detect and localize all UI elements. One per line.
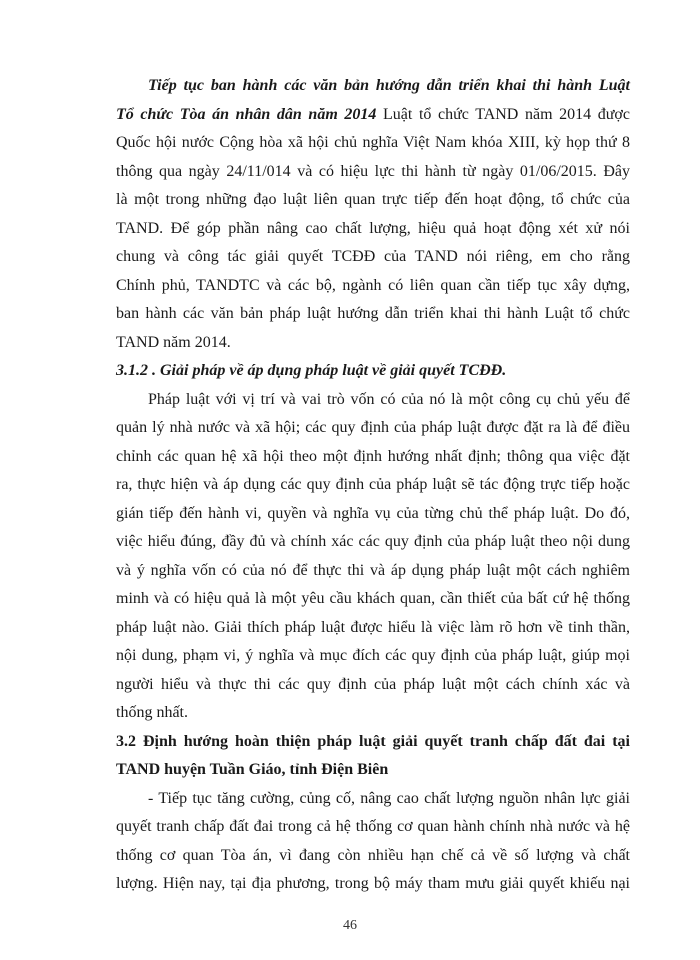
para3-line-3: thống cơ quan Tòa án, vì đang còn nhiều hạn chế cả về số lượng và chất xyxy=(116,846,630,864)
para2-line-2: quản lý nhà nước và xã hội; các quy định của pháp luật được đặt ra là để điều xyxy=(116,419,630,436)
para1-line-5: là một trong những đạo luật liên quan trực tiếp đến hoạt động, tổ chức của xyxy=(116,191,630,208)
para1-line-6: TAND. Để góp phần nâng cao chất lượng, hiệu quả hoạt động xét xử nói xyxy=(116,219,630,237)
para1-line-1 xyxy=(116,72,630,101)
page-number: 46 xyxy=(343,918,357,933)
para1-line-9: ban hành các văn bản pháp luật hướng dẫn triển khai thi hành Luật tổ chức xyxy=(116,305,630,322)
heading-3-1-2: 3.1.2 . Giải pháp về áp dụng pháp luật về giải quyết TCĐĐ. xyxy=(116,362,507,379)
para2-line-6: việc hiểu đúng, đầy đủ và chính xác các quy định của pháp luật theo nội dung xyxy=(116,533,630,550)
para1-text-2: Luật tổ chức TAND năm 2014 được xyxy=(376,105,630,123)
para1-line-8: Chính phủ, TANDTC và các bộ, ngành có liên quan cần tiếp tục xây dựng, xyxy=(116,276,630,294)
para2-line-5: gián tiếp đến hành vi, quyền và nghĩa vụ của từng chủ thể pháp luật. Do đó, xyxy=(116,504,630,522)
para2-line-7: và ý nghĩa vốn có của nó để thực thi và áp dụng pháp luật một cách nghiêm xyxy=(116,561,630,579)
para2-line-10: nội dung, phạm vi, ý nghĩa và mục đích các quy định của pháp luật, giúp mọi xyxy=(116,647,630,664)
para1-bold-title-1: Tiếp tục ban hành các văn bản hướng dẫn triển khai thi hành Luật xyxy=(148,77,630,94)
para3-line-4: lượng. Hiện nay, tại địa phương, trong bộ máy tham mưu giải quyết khiếu nại xyxy=(116,875,630,892)
para1-line-2 xyxy=(116,101,630,130)
para2-line-4: ra, thực hiện và áp dụng các quy định của pháp luật sẽ tác động trực tiếp hoặc xyxy=(116,476,630,493)
para1-line-10: TAND năm 2014. xyxy=(116,333,231,351)
para1-bold-title-2: Tổ chức Tòa án nhân dân năm 2014 xyxy=(116,105,377,123)
para1-line-7: chung và công tác giải quyết TCĐĐ của TAND nói riêng, em cho rằng xyxy=(116,248,630,265)
para2-line-3: chỉnh các quan hệ xã hội theo một định hướng nhất định; thông qua việc đặt xyxy=(116,447,630,465)
heading-3-2-line-1: 3.2 Định hướng hoàn thiện pháp luật giải quyết tranh chấp đất đai tại xyxy=(116,732,630,750)
para3-line-2: quyết tranh chấp đất đai trong cả hệ thống cơ quan hành chính nhà nước và hệ xyxy=(116,818,630,835)
para2-line-12: thống nhất. xyxy=(116,704,188,721)
para2-line-11: người hiểu và thực thi các quy định của pháp luật một cách chính xác và xyxy=(116,675,630,693)
page-content xyxy=(116,72,630,899)
heading-3-2-line-2: TAND huyện Tuần Giáo, tỉnh Điện Biên xyxy=(116,761,389,778)
para2-line-8: minh và có hiệu quả là một yêu cầu khách quan, cần thiết của bất cứ hệ thống xyxy=(116,590,630,607)
para3-line-1: - Tiếp tục tăng cường, củng cố, nâng cao chất lượng nguồn nhân lực giải xyxy=(148,789,630,807)
para1-line-4: thông qua ngày 24/11/014 và có hiệu lực thi hành từ ngày 01/06/2015. Đây xyxy=(116,162,630,180)
para2-line-9: pháp luật nào. Giải thích pháp luật được hiểu là việc làm rõ hơn về tinh thần, xyxy=(116,618,630,636)
para2-line-1: Pháp luật với vị trí và vai trò vốn có của nó là một công cụ chủ yếu để xyxy=(148,390,630,408)
para1-line-3: Quốc hội nước Cộng hòa xã hội chủ nghĩa Việt Nam khóa XIII, kỳ họp thứ 8 xyxy=(116,134,630,151)
